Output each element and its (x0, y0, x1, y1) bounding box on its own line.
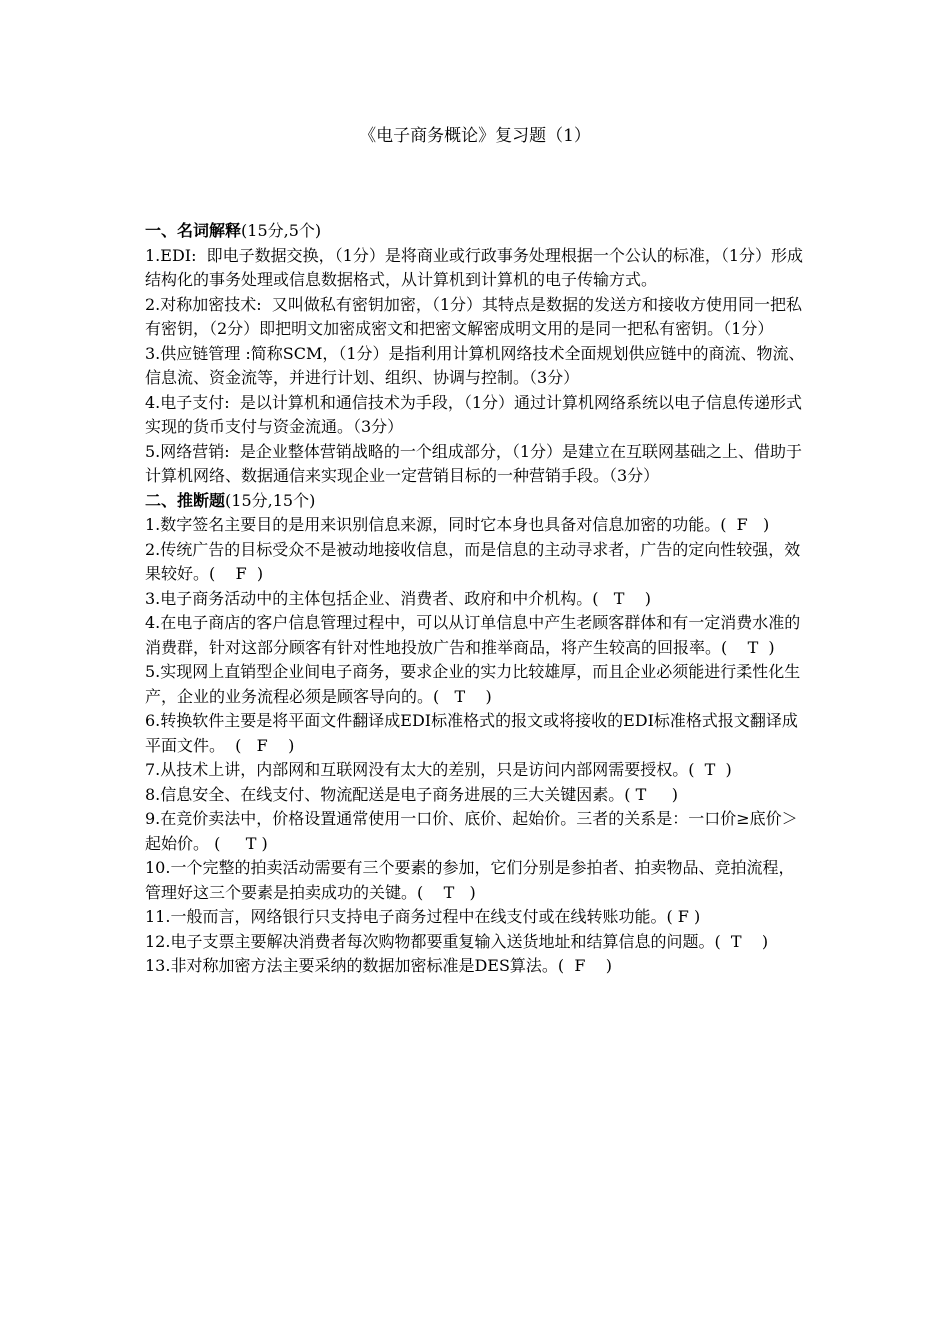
section-heading-definitions (145, 219, 810, 244)
document-body (145, 219, 810, 979)
definition-item: 3.供应链管理 :简称SCM，（1分）是指利用计算机网络技术全面规划供应链中的商流、物流、信息流、资金流等，并进行计划、组织、协调与控制。（3分） (145, 343, 805, 387)
judgement-item: 5.实现网上直销型企业间电子商务，要求企业的实力比较雄厚，而且企业必须能进行柔性化生产，企业的业务流程必须是顾客导向的。( T ) (145, 662, 801, 706)
section-heading-text: 一、名词解释 (145, 221, 242, 240)
judgement-item: 7.从技术上讲，内部网和互联网没有太大的差别，只是访问内部网需要授权。( T ) (145, 760, 732, 779)
judgement-item: 11.一般而言，网络银行只支持电子商务过程中在线支付或在线转账功能。( F ) (145, 907, 701, 926)
judgement-item: 6.转换软件主要是将平面文件翻译成EDI标准格式的报文或将接收的EDI标准格式报文翻译成平面文件。 ( F ) (145, 711, 798, 755)
definition-item: 2.对称加密技术: 又叫做私有密钥加密，（1分）其特点是数据的发送方和接收方使用同一把私有密钥，（2分）即把明文加密成密文和把密文解密成明文用的是同一把私有密钥。（1分） (145, 294, 803, 338)
judgement-item: 4.在电子商店的客户信息管理过程中，可以从订单信息中产生老顾客群体和有一定消费水准的消费群，针对这部分顾客有针对性地投放广告和推举商品，将产生较高的回报率。( T ) (145, 613, 801, 657)
judgement-item: 13.非对称加密方法主要采纳的数据加密标准是DES算法。( F ) (145, 956, 613, 975)
definition-item: 1.EDI: 即电子数据交换，（1分）是将商业或行政事务处理根据一个公认的标准，（1分）形成结构化的事务处理或信息数据格式，从计算机到计算机的电子传输方式。 (145, 245, 804, 289)
judgement-item: 2.传统广告的目标受众不是被动地接收信息，而是信息的主动寻求者，广告的定向性较强，效果较好。( F ) (145, 539, 801, 583)
definition-item: 5.网络营销: 是企业整体营销战略的一个组成部分，（1分）是建立在互联网基础之上、借助于计算机网络、数据通信来实现企业一定营销目标的一种营销手段。（3分） (145, 441, 803, 485)
judgement-item: 12.电子支票主要解决消费者每次购物都要重复输入送货地址和结算信息的问题。( T ) (145, 931, 769, 951)
judgement-item: 9.在竞价卖法中，价格设置通常使用一口价、底价、起始价。三者的关系是：一口价≥底价＞起始价。 ( T ) (145, 809, 798, 853)
section-heading-text: 二、推断题 (145, 490, 226, 510)
judgement-item: 10.一个完整的拍卖活动需要有三个要素的参加，它们分别是参拍者、拍卖物品、竞拍流程，管理好这三个要素是拍卖成功的关键。( T ) (145, 858, 795, 902)
judgement-item: 8.信息安全、在线支付、物流配送是电子商务进展的三大关键因素。( T ) (145, 784, 678, 804)
section-score-note: (15分,15个) (225, 490, 316, 510)
definition-item: 4.电子支付: 是以计算机和通信技术为手段，（1分）通过计算机网络系统以电子信息传递形式实现的货币支付与资金流通。（3分） (145, 392, 803, 436)
judgement-item: 3.电子商务活动中的主体包括企业、消费者、政府和中介机构。( T ) (145, 588, 652, 608)
judgement-item: 1.数字签名主要目的是用来识别信息来源，同时它本身也具备对信息加密的功能。( F ) (145, 515, 770, 534)
document-title: 《电子商务概论》复习题（1） (359, 126, 591, 146)
section-heading-judgement (145, 489, 810, 514)
section-score-note: (15分,5个) (241, 221, 322, 240)
